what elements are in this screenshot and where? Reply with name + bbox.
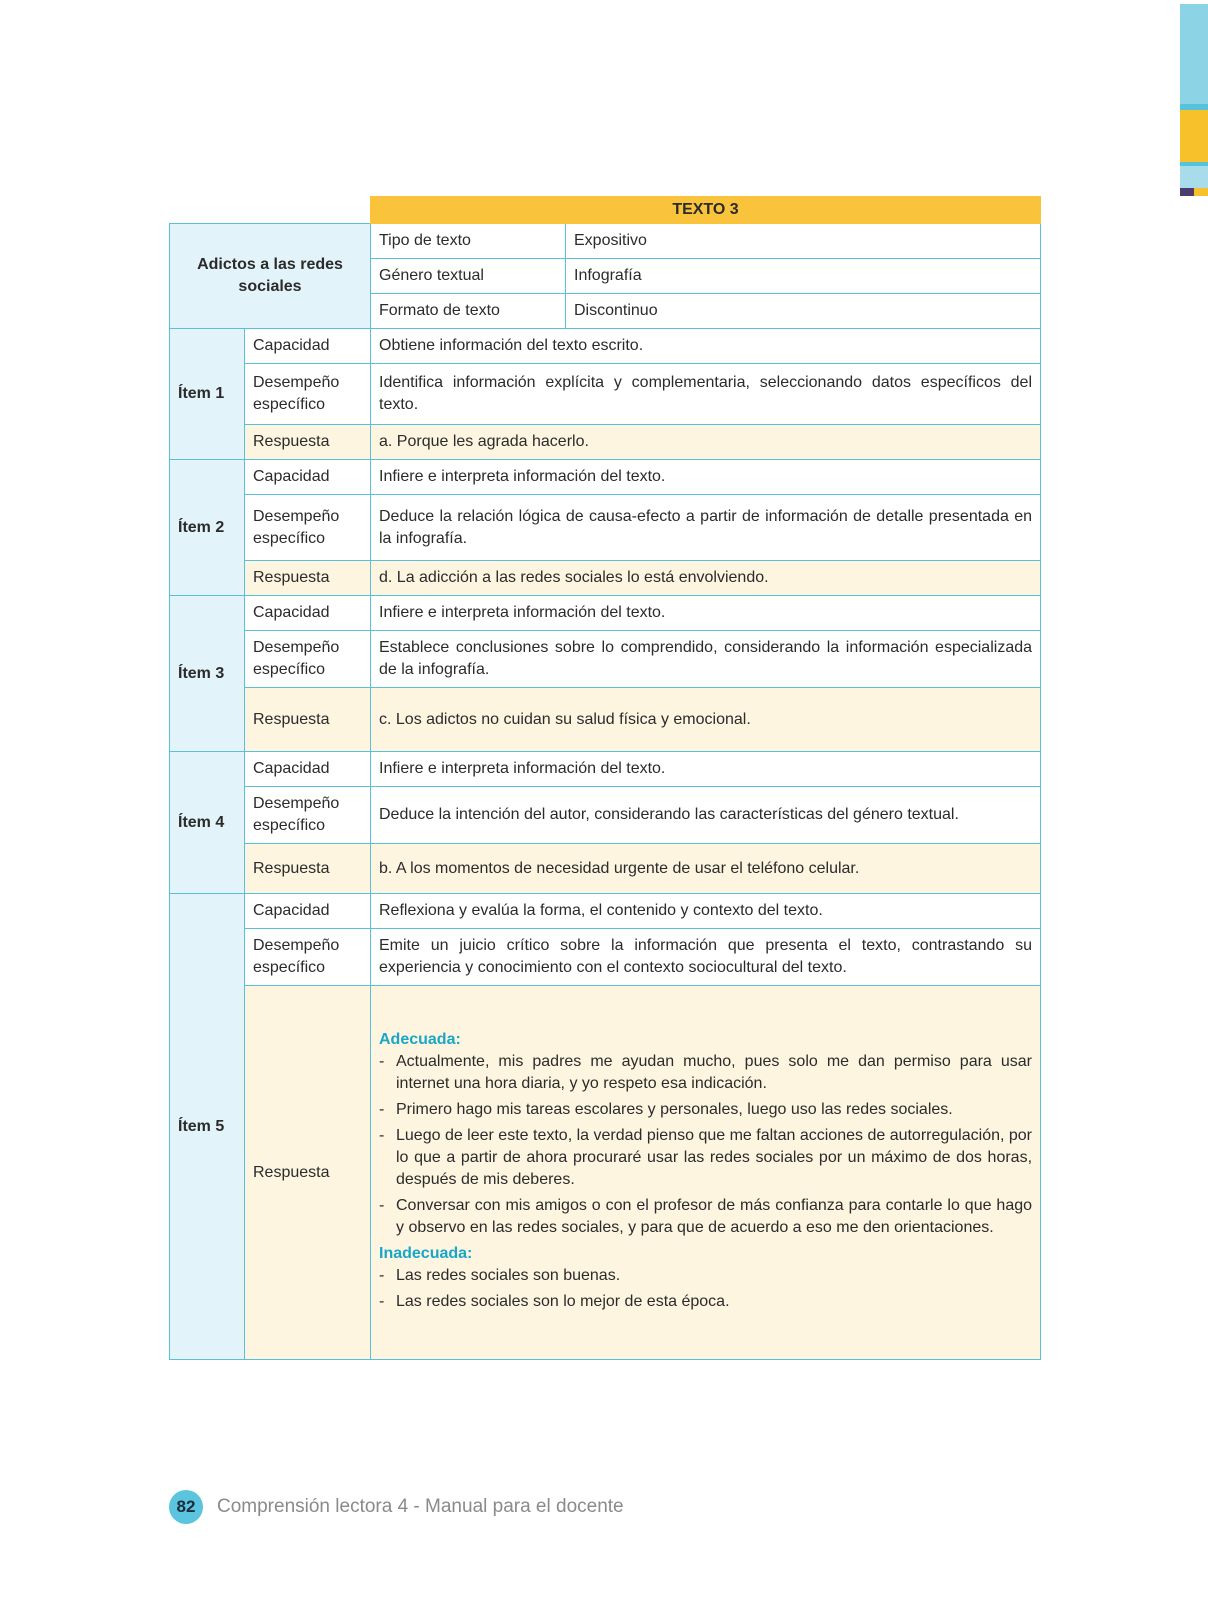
- item-label: Ítem 1: [170, 329, 245, 460]
- meta-value: Infografía: [566, 259, 1041, 294]
- page-number: 82: [169, 1490, 203, 1524]
- meta-value: Expositivo: [566, 224, 1041, 259]
- capacidad-value: Infiere e interpreta información del texto.: [371, 752, 1041, 787]
- list-item: - Actualmente, mis padres me ayudan mucho, pues solo me dan permiso para usar internet una hora diaria, y yo respeto esa indicación.: [379, 1051, 1032, 1095]
- row-label-capacidad: Capacidad: [245, 596, 371, 631]
- list-item: - Conversar con mis amigos o con el profesor de más confianza para contarle lo que hago y observo en las redes sociales, y para que de acuerdo a eso me den orientaciones.: [379, 1195, 1032, 1239]
- respuesta-value: [371, 986, 1041, 1360]
- edge-mark-purple: [1180, 188, 1194, 196]
- meta-label: Tipo de texto: [371, 224, 566, 259]
- inadecuada-label: Inadecuada:: [379, 1244, 473, 1262]
- adecuada-label: Adecuada:: [379, 1030, 461, 1048]
- row-label-respuesta: Respuesta: [245, 561, 371, 596]
- header-spacer: [170, 197, 371, 224]
- edge-tab-blue: [1180, 4, 1208, 104]
- row-label-respuesta: Respuesta: [245, 425, 371, 460]
- row-label-respuesta: Respuesta: [245, 688, 371, 752]
- inadecuada-list: [379, 1265, 1032, 1313]
- row-label-capacidad: Capacidad: [245, 894, 371, 929]
- list-item: - Las redes sociales son buenas.: [379, 1265, 1032, 1287]
- item-label: Ítem 3: [170, 596, 245, 752]
- desempeno-value: Emite un juicio crítico sobre la información que presenta el texto, contrastando su experiencia y conocimiento con el contexto sociocultural del texto.: [371, 929, 1041, 986]
- list-item: - Las redes sociales son lo mejor de esta época.: [379, 1291, 1032, 1313]
- row-label-desempeno: Desempeño específico: [245, 929, 371, 986]
- table-header: TEXTO 3: [371, 197, 1041, 224]
- desempeno-value: Deduce la relación lógica de causa-efecto a partir de información de detalle presentada en la infografía.: [371, 495, 1041, 561]
- meta-value: Discontinuo: [566, 294, 1041, 329]
- row-label-desempeno: Desempeño específico: [245, 364, 371, 425]
- respuesta-value: d. La adicción a las redes sociales lo está envolviendo.: [371, 561, 1041, 596]
- page-footer: [169, 1490, 624, 1524]
- row-label-respuesta: Respuesta: [245, 844, 371, 894]
- desempeno-value: Identifica información explícita y complementaria, seleccionando datos específicos del texto.: [371, 364, 1041, 425]
- item-label: Ítem 4: [170, 752, 245, 894]
- capacidad-value: Reflexiona y evalúa la forma, el contenido y contexto del texto.: [371, 894, 1041, 929]
- item-label: Ítem 5: [170, 894, 245, 1360]
- adecuada-list: [379, 1051, 1032, 1239]
- edge-tab-yellow: [1180, 110, 1208, 162]
- edge-tab-light-blue: [1180, 166, 1208, 188]
- list-item: - Primero hago mis tareas escolares y personales, luego uso las redes sociales.: [379, 1099, 1032, 1121]
- desempeno-value: Establece conclusiones sobre lo comprendido, considerando la información especializada de la infografía.: [371, 631, 1041, 688]
- meta-label: Formato de texto: [371, 294, 566, 329]
- respuesta-value: c. Los adictos no cuidan su salud física y emocional.: [371, 688, 1041, 752]
- respuesta-value: a. Porque les agrada hacerlo.: [371, 425, 1041, 460]
- row-label-respuesta: Respuesta: [245, 986, 371, 1360]
- row-label-capacidad: Capacidad: [245, 329, 371, 364]
- desempeno-value: Deduce la intención del autor, considerando las características del género textual.: [371, 787, 1041, 844]
- text-title: [170, 224, 371, 329]
- row-label-capacidad: Capacidad: [245, 752, 371, 787]
- row-label-desempeno: Desempeño específico: [245, 787, 371, 844]
- evaluation-table: [169, 196, 1041, 1360]
- row-label-desempeno: Desempeño específico: [245, 495, 371, 561]
- capacidad-value: Infiere e interpreta información del texto.: [371, 596, 1041, 631]
- text-title-label: Adictos a las redes sociales: [197, 256, 343, 295]
- row-label-desempeno: Desempeño específico: [245, 631, 371, 688]
- capacidad-value: Infiere e interpreta información del texto.: [371, 460, 1041, 495]
- item-label: Ítem 2: [170, 460, 245, 596]
- list-item: - Luego de leer este texto, la verdad pienso que me faltan acciones de autorregulación, por lo que a partir de ahora procuraré usar las redes sociales por un máximo de dos horas, después de mis deberes.: [379, 1125, 1032, 1191]
- footer-title: Comprensión lectora 4 - Manual para el docente: [217, 1496, 624, 1517]
- capacidad-value: Obtiene información del texto escrito.: [371, 329, 1041, 364]
- edge-mark-gold: [1194, 188, 1208, 196]
- row-label-capacidad: Capacidad: [245, 460, 371, 495]
- respuesta-value: b. A los momentos de necesidad urgente de usar el teléfono celular.: [371, 844, 1041, 894]
- meta-label: Género textual: [371, 259, 566, 294]
